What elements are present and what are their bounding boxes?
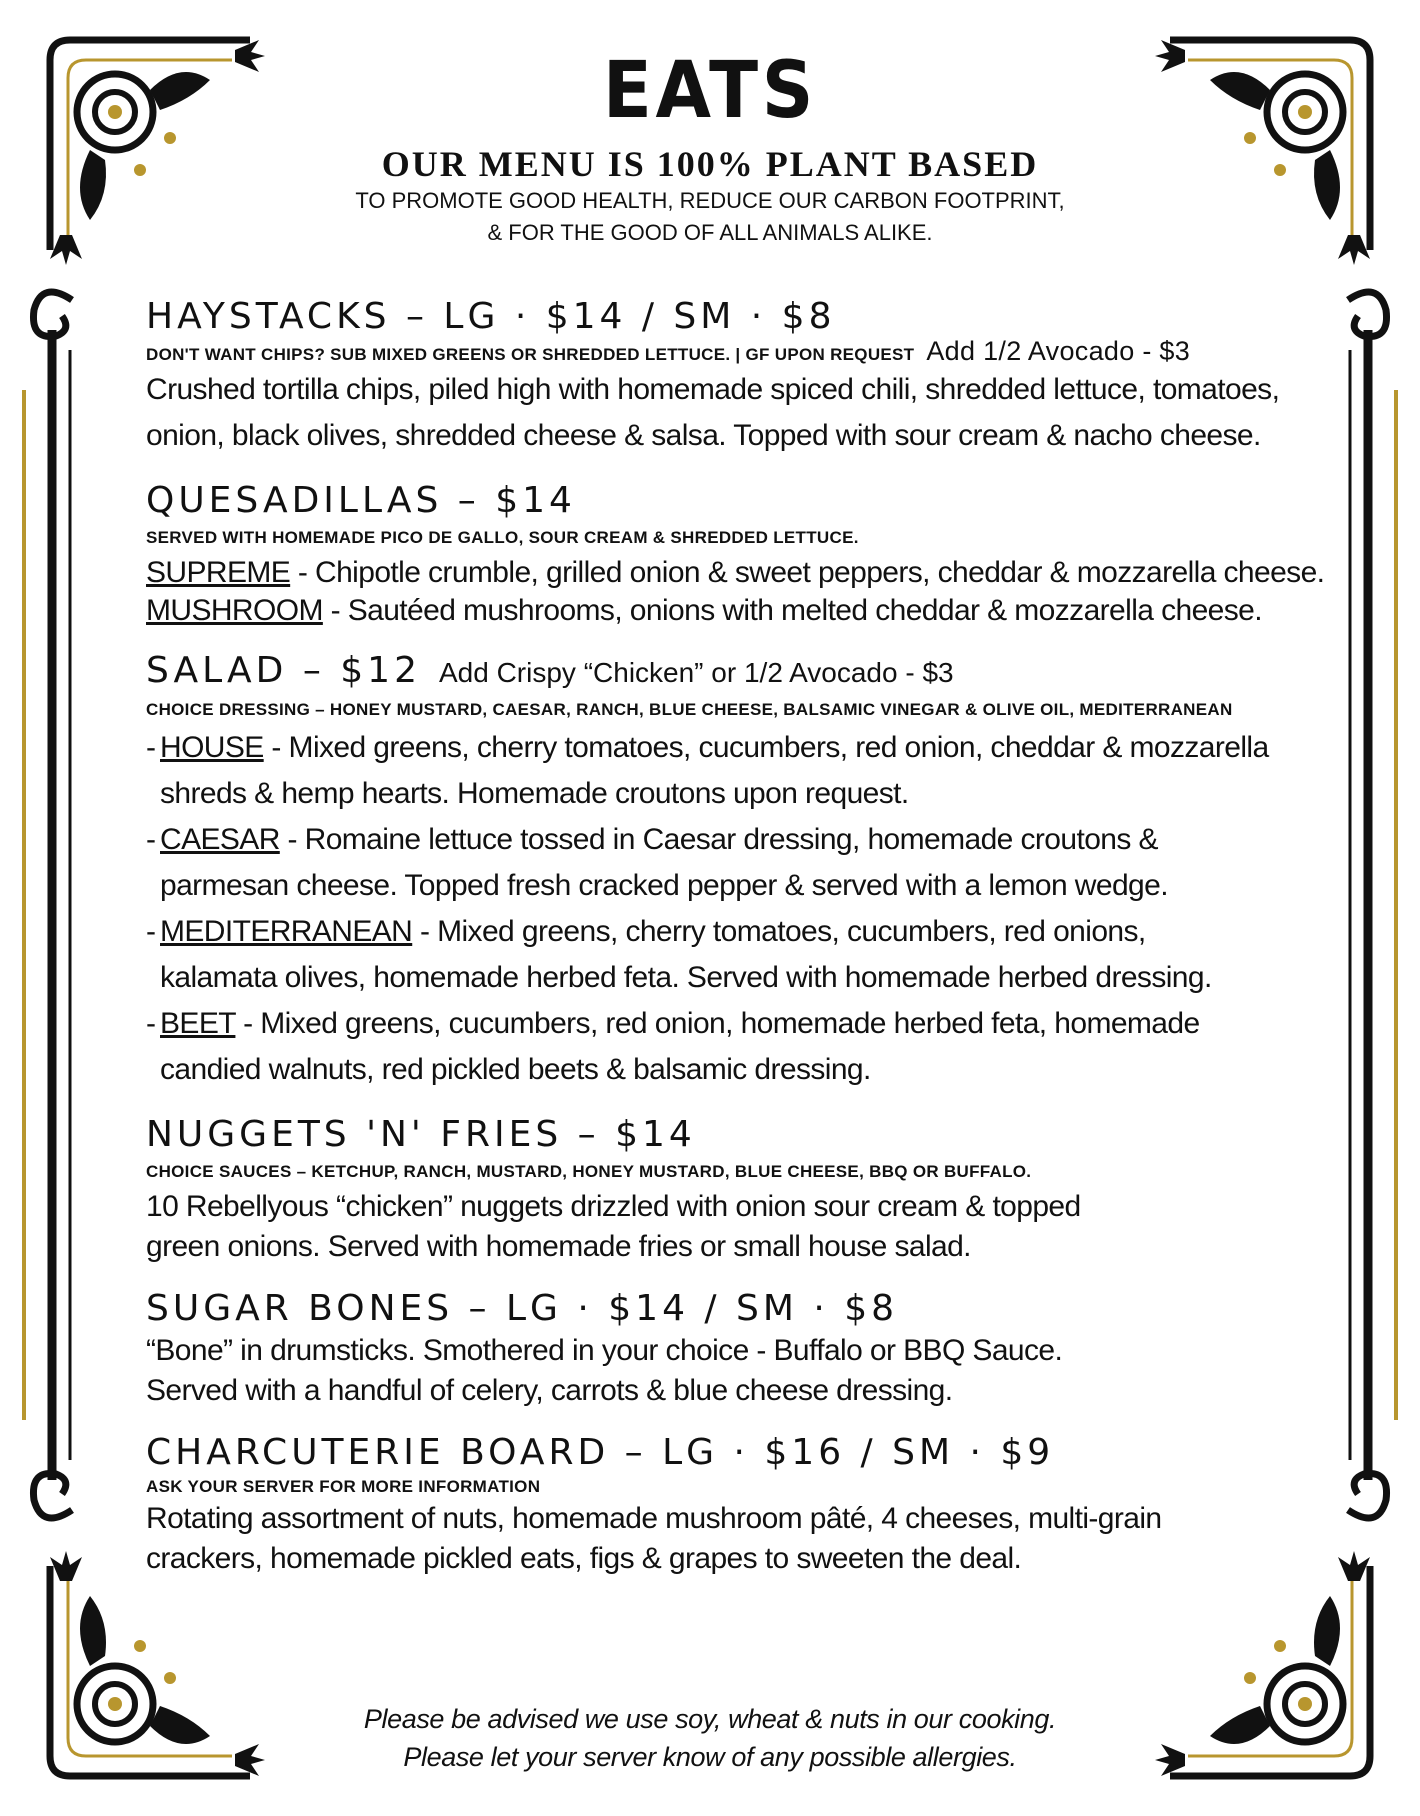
menu-header: [0, 46, 1420, 250]
variant-name: HOUSE: [160, 731, 264, 764]
page-title: EATS: [602, 46, 818, 136]
item-note: CHOICE DRESSING – HONEY MUSTARD, CAESAR, RANCH, BLUE CHEESE, BALSAMIC VINEGAR & OLIVE OIL, MEDITERRANEAN: [146, 700, 1233, 719]
variant-supreme: [146, 553, 1346, 593]
allergy-notice: [0, 1700, 1420, 1776]
item-note: ASK YOUR SERVER FOR MORE INFORMATION: [146, 1477, 541, 1496]
menu-item-haystacks: [146, 295, 1346, 459]
variant-desc: - Mixed greens, cherry tomatoes, cucumbers, red onions,: [412, 915, 1146, 948]
variant-desc: - Mixed greens, cucumbers, red onion, homemade herbed feta, homemade: [235, 1007, 1200, 1040]
item-heading: HAYSTACKS – LG · $14 / SM · $8: [146, 296, 836, 337]
allergy-notice-line-2: Please let your server know of any possible allergies.: [403, 1742, 1017, 1772]
variant-desc: candied walnuts, red pickled beets & balsamic dressing.: [160, 1053, 871, 1086]
variant-name: MEDITERRANEAN: [160, 915, 413, 948]
menu-item-salad: [146, 649, 1346, 1093]
item-note: CHOICE SAUCES – KETCHUP, RANCH, MUSTARD, HONEY MUSTARD, BLUE CHEESE, BBQ OR BUFFALO.: [146, 1162, 1032, 1181]
menu-item-quesadillas: [146, 479, 1346, 629]
variant-name: SUPREME: [146, 556, 291, 589]
item-heading-text: SALAD – $12: [146, 650, 421, 691]
variant-desc: parmesan cheese. Topped fresh cracked pepper & served with a lemon wedge.: [160, 869, 1168, 902]
item-heading: QUESADILLAS – $14: [146, 480, 576, 521]
item-heading: CHARCUTERIE BOARD – LG · $16 / SM · $9: [146, 1432, 1055, 1473]
tagline-line-1: TO PROMOTE GOOD HEALTH, REDUCE OUR CARBON FOOTPRINT,: [355, 188, 1065, 213]
variant-desc: shreds & hemp hearts. Homemade croutons upon request.: [160, 777, 909, 810]
item-description-line: 10 Rebellyous “chicken” nuggets drizzled with onion sour cream & topped: [146, 1190, 1081, 1223]
salad-caesar: - CAESAR - Romaine lettuce tossed in Caesar dressing, homemade croutons & parmesan cheese. Topped fresh cracked pepper & served with a lemon wedge.: [146, 817, 1346, 909]
menu-item-sugar-bones: [146, 1287, 1346, 1411]
item-heading: [146, 649, 1346, 695]
tagline-line-2: & FOR THE GOOD OF ALL ANIMALS ALIKE.: [487, 220, 933, 245]
variant-desc: - Chipotle crumble, grilled onion & sweet peppers, cheddar & mozzarella cheese.: [290, 556, 1325, 589]
salad-beet: - BEET - Mixed greens, cucumbers, red onion, homemade herbed feta, homemade candied walnuts, red pickled beets & balsamic dressing.: [146, 1001, 1346, 1093]
item-description-line: Crushed tortilla chips, piled high with homemade spiced chili, shredded lettuce, tomatoes,: [146, 373, 1280, 406]
plant-based-subtitle: OUR MENU IS 100% PLANT BASED: [381, 144, 1039, 184]
menu-item-charcuterie: [146, 1431, 1346, 1579]
allergy-notice-line-1: Please be advised we use soy, wheat & nuts in our cooking.: [363, 1704, 1057, 1734]
variant-name: MUSHROOM: [146, 594, 323, 627]
item-note: SERVED WITH HOMEMADE PICO DE GALLO, SOUR CREAM & SHREDDED LETTUCE.: [146, 528, 859, 547]
variant-desc: - Romaine lettuce tossed in Caesar dressing, homemade croutons &: [279, 823, 1158, 856]
variant-desc: - Sautéed mushrooms, onions with melted cheddar & mozzarella cheese.: [322, 594, 1262, 627]
variant-desc: kalamata olives, homemade herbed feta. Served with homemade herbed dressing.: [160, 961, 1212, 994]
salad-mediterranean: - MEDITERRANEAN - Mixed greens, cherry tomatoes, cucumbers, red onions, kalamata olives, homemade herbed feta. Served with homemade herbed dressing.: [146, 909, 1346, 1001]
item-description-line: Rotating assortment of nuts, homemade mushroom pâté, 4 cheeses, multi-grain: [146, 1502, 1162, 1535]
item-description-line: green onions. Served with homemade fries or small house salad.: [146, 1230, 971, 1263]
salad-house: - HOUSE - Mixed greens, cherry tomatoes, cucumbers, red onion, cheddar & mozzarella shreds & hemp hearts. Homemade croutons upon request.: [146, 725, 1346, 817]
item-heading: SUGAR BONES – LG · $14 / SM · $8: [146, 1288, 899, 1329]
item-addon: Add 1/2 Avocado - $3: [926, 336, 1191, 366]
item-description-line: crackers, homemade pickled eats, figs & grapes to sweeten the deal.: [146, 1542, 1022, 1575]
item-addon: Add Crispy “Chicken” or 1/2 Avocado - $3: [438, 657, 954, 688]
scroll-border-icon: [12, 270, 102, 1540]
variant-mushroom: [146, 593, 1346, 629]
item-heading: NUGGETS 'N' FRIES – $14: [146, 1114, 696, 1155]
variant-desc: - Mixed greens, cherry tomatoes, cucumbers, red onion, cheddar & mozzarella: [263, 731, 1269, 764]
menu-content: [146, 295, 1346, 1599]
item-description-line: Served with a handful of celery, carrots & blue cheese dressing.: [146, 1374, 953, 1407]
variant-name: CAESAR: [160, 823, 280, 856]
item-description-line: onion, black olives, shredded cheese & salsa. Topped with sour cream & nacho cheese.: [146, 419, 1261, 452]
item-description-line: “Bone” in drumsticks. Smothered in your choice - Buffalo or BBQ Sauce.: [146, 1334, 1063, 1367]
menu-item-nuggets: [146, 1113, 1346, 1267]
item-note-text: DON'T WANT CHIPS? SUB MIXED GREENS OR SHREDDED LETTUCE. | GF UPON REQUEST: [146, 345, 915, 364]
item-note: [146, 336, 1346, 367]
variant-name: BEET: [160, 1007, 236, 1040]
